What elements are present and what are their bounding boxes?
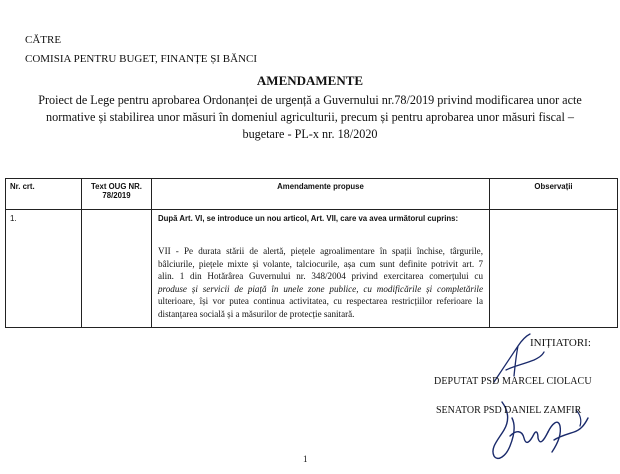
document-subject xyxy=(30,92,590,143)
header-text-oug: Text OUG NR. 78/2019 xyxy=(82,179,152,210)
amendment-line: alin. 1 din Hotărârea Guvernului nr. 348/2004 privind exercitarea comerțului cu xyxy=(158,271,483,282)
amendment-line: VII - Pe durata stării de alertă, piețele agroalimentare în spații închise, târgurile, xyxy=(158,246,483,256)
subject-line: normative și stabilirea unor măsuri în domeniul agriculturii, precum și pentru aprobarea unor măsuri fiscal – xyxy=(46,110,574,124)
amendments-table xyxy=(5,178,618,328)
header-nr-crt: Nr. crt. xyxy=(6,179,82,210)
cell-observations xyxy=(490,210,618,328)
amendment-intro: După Art. VI, se introduce un nou articol, Art. VII, care va avea următorul cuprins: xyxy=(158,214,459,223)
amendment-line: ulterioare, își vor putea continua activitatea, cu respectarea restricțiilor referioare la xyxy=(158,296,483,307)
initiators-label: INIȚIATORI: xyxy=(530,337,591,349)
page-number: 1 xyxy=(303,454,308,464)
cell-nr: 1. xyxy=(6,210,82,328)
table-header-row xyxy=(6,179,618,210)
amendment-line: distanțarea socială și a măsurilor de protecție sanitară. xyxy=(158,308,355,319)
header-observations: Observații xyxy=(490,179,618,210)
cell-amendment xyxy=(152,210,490,328)
amendment-line: bâlciurile, piețele mixte și volante, talciocurile, așa cum sunt definite potrivit art. 7 xyxy=(158,258,483,269)
cell-text-oug xyxy=(82,210,152,328)
table-row xyxy=(6,210,618,328)
committee-name: COMISIA PENTRU BUGET, FINANȚE ȘI BĂNCI xyxy=(25,53,258,65)
recipient-label: CĂTRE xyxy=(25,34,62,46)
subject-line: Proiect de Lege pentru aprobarea Ordonanței de urgență a Guvernului nr.78/2019 privind modificarea unor acte xyxy=(38,93,582,107)
amendment-body xyxy=(156,245,485,321)
subject-line: bugetare - PL-x nr. 18/2020 xyxy=(242,127,378,141)
header-amendments: Amendamente propuse xyxy=(152,179,490,210)
document-title: AMENDAMENTE xyxy=(256,73,364,88)
deputy-name: DEPUTAT PSD MARCEL CIOLACU xyxy=(434,376,592,387)
amendment-line: produse și servicii de piață în unele zone publice, cu modificările și completările xyxy=(158,283,483,294)
senator-name: SENATOR PSD DANIEL ZAMFIR xyxy=(436,405,582,416)
